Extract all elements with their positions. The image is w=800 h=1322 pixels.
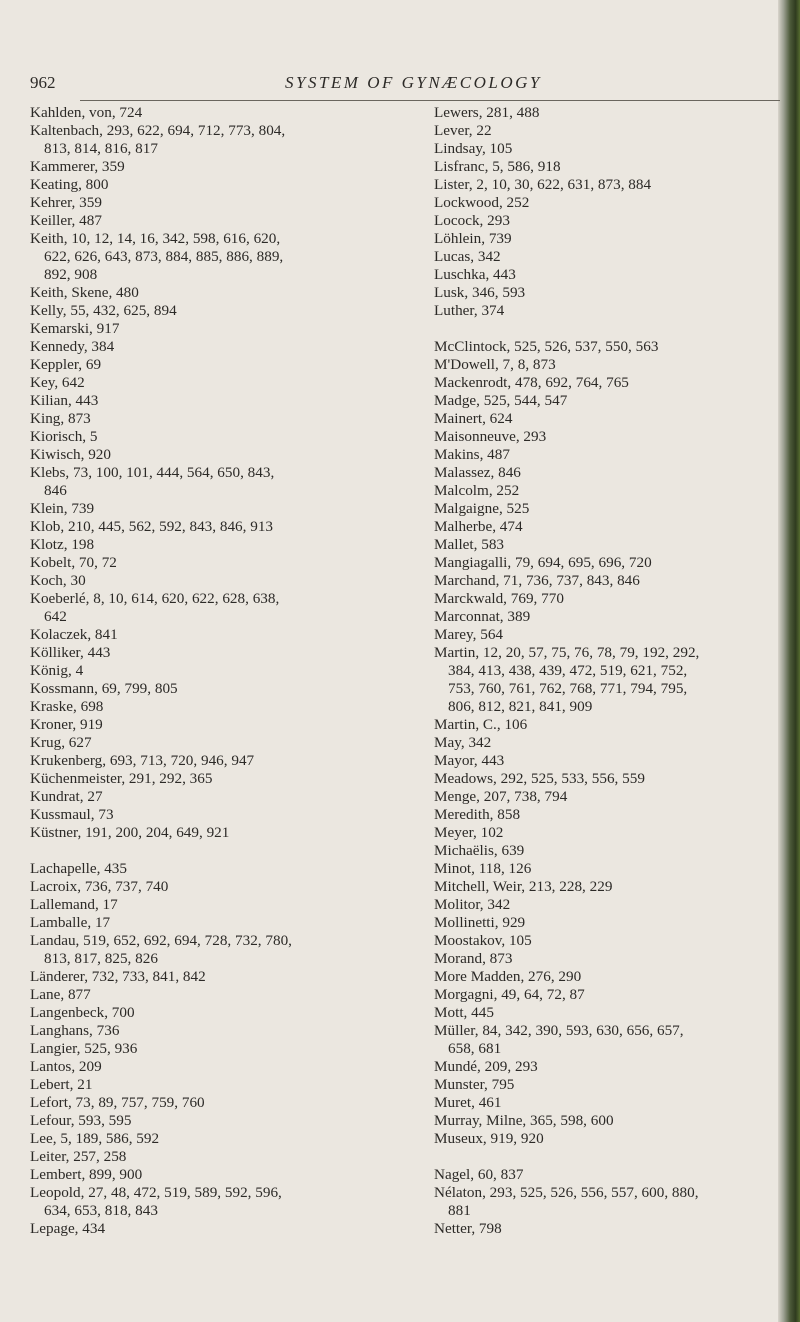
index-entry bbox=[30, 680, 420, 698]
index-entry bbox=[434, 734, 774, 752]
index-entry bbox=[30, 1004, 420, 1022]
index-entry bbox=[434, 590, 774, 608]
index-entry bbox=[434, 410, 774, 428]
index-entry-line: Marconnat, 389 bbox=[434, 608, 531, 625]
index-entry bbox=[434, 500, 774, 518]
index-entry-line: Mayor, 443 bbox=[434, 752, 505, 769]
index-entry-line: Kraske, 698 bbox=[30, 698, 104, 715]
index-entry-line: Landau, 519, 652, 692, 694, 728, 732, 780, bbox=[30, 932, 292, 949]
index-entry bbox=[434, 986, 774, 1004]
index-entry-line: Küchenmeister, 291, 292, 365 bbox=[30, 770, 213, 787]
index-entry bbox=[30, 338, 420, 356]
index-entry-line: Keith, Skene, 480 bbox=[30, 284, 139, 301]
index-entry-line: Mangiagalli, 79, 694, 695, 696, 720 bbox=[434, 554, 652, 571]
index-entry-line: 892, 908 bbox=[44, 266, 98, 283]
index-entry bbox=[434, 176, 774, 194]
index-entry-line: Koch, 30 bbox=[30, 572, 86, 589]
index-entry bbox=[30, 806, 420, 824]
index-entry bbox=[30, 1130, 420, 1148]
index-entry-line: Lucas, 342 bbox=[434, 248, 501, 265]
index-entry-line: 658, 681 bbox=[448, 1040, 502, 1057]
index-entry bbox=[434, 1004, 774, 1022]
index-entry-line: Keppler, 69 bbox=[30, 356, 102, 373]
index-entry bbox=[434, 1022, 774, 1058]
index-entry-line: Kossmann, 69, 799, 805 bbox=[30, 680, 178, 697]
index-entry bbox=[30, 986, 420, 1004]
index-entry-line: Lewers, 281, 488 bbox=[434, 104, 540, 121]
index-entry-line: Lantos, 209 bbox=[30, 1058, 102, 1075]
index-entry-line: Morand, 873 bbox=[434, 950, 513, 967]
index-entry-line: Langenbeck, 700 bbox=[30, 1004, 135, 1021]
index-entry bbox=[434, 356, 774, 374]
index-entry bbox=[30, 122, 420, 158]
index-entry bbox=[434, 1094, 774, 1112]
index-entry bbox=[30, 104, 420, 122]
index-entry bbox=[30, 1148, 420, 1166]
index-entry bbox=[434, 1058, 774, 1076]
index-entry bbox=[30, 1184, 420, 1220]
section-gap bbox=[30, 842, 420, 860]
index-entry-line: 813, 814, 816, 817 bbox=[44, 140, 158, 157]
index-entry-line: Kiorisch, 5 bbox=[30, 428, 98, 445]
index-entry bbox=[434, 248, 774, 266]
index-entry bbox=[434, 230, 774, 248]
index-entry bbox=[30, 536, 420, 554]
index-entry-line: Leopold, 27, 48, 472, 519, 589, 592, 596, bbox=[30, 1184, 282, 1201]
page-number: 962 bbox=[30, 73, 56, 92]
index-entry bbox=[434, 464, 774, 482]
index-entry-line: Luschka, 443 bbox=[434, 266, 516, 283]
index-entry bbox=[434, 212, 774, 230]
index-entry-line: Marchand, 71, 736, 737, 843, 846 bbox=[434, 572, 640, 589]
index-entry-line: Lacroix, 736, 737, 740 bbox=[30, 878, 169, 895]
index-entry bbox=[434, 896, 774, 914]
index-entry-line: Museux, 919, 920 bbox=[434, 1130, 544, 1147]
index-entry-line: Menge, 207, 738, 794 bbox=[434, 788, 568, 805]
index-entry bbox=[30, 1040, 420, 1058]
index-entry-line: 806, 812, 821, 841, 909 bbox=[448, 698, 593, 715]
index-entry-line: Nagel, 60, 837 bbox=[434, 1166, 524, 1183]
index-entry-line: Malassez, 846 bbox=[434, 464, 521, 481]
index-entry-line: Kammerer, 359 bbox=[30, 158, 125, 175]
index-entry-line: Müller, 84, 342, 390, 593, 630, 656, 657, bbox=[434, 1022, 684, 1039]
page-edge-binding bbox=[778, 0, 800, 1322]
index-entry bbox=[30, 644, 420, 662]
index-entry-line: 634, 653, 818, 843 bbox=[44, 1202, 158, 1219]
index-entry-line: Krug, 627 bbox=[30, 734, 92, 751]
index-entry-line: Kelly, 55, 432, 625, 894 bbox=[30, 302, 177, 319]
index-entry-line: Klein, 739 bbox=[30, 500, 95, 517]
index-entry bbox=[434, 194, 774, 212]
index-entry bbox=[434, 392, 774, 410]
index-entry bbox=[30, 698, 420, 716]
index-entry-line: Morgagni, 49, 64, 72, 87 bbox=[434, 986, 585, 1003]
index-entry-line: Langhans, 736 bbox=[30, 1022, 120, 1039]
index-entry-line: Lallemand, 17 bbox=[30, 896, 118, 913]
index-entry bbox=[30, 1022, 420, 1040]
index-entry-line: Mainert, 624 bbox=[434, 410, 513, 427]
index-entry-line: Lamballe, 17 bbox=[30, 914, 111, 931]
index-entry-line: Klebs, 73, 100, 101, 444, 564, 650, 843, bbox=[30, 464, 275, 481]
index-entry bbox=[30, 410, 420, 428]
index-entry-line: Langier, 525, 936 bbox=[30, 1040, 138, 1057]
index-entry-line: Kroner, 919 bbox=[30, 716, 103, 733]
index-entry bbox=[434, 788, 774, 806]
index-entry-line: Kobelt, 70, 72 bbox=[30, 554, 117, 571]
index-entry-line: M'Dowell, 7, 8, 873 bbox=[434, 356, 556, 373]
index-entry-line: May, 342 bbox=[434, 734, 492, 751]
index-entry bbox=[30, 860, 420, 878]
index-entry bbox=[30, 320, 420, 338]
index-entry-line: Keith, 10, 12, 14, 16, 342, 598, 616, 620, bbox=[30, 230, 281, 247]
index-entry bbox=[30, 1094, 420, 1112]
index-entry-line: Malcolm, 252 bbox=[434, 482, 520, 499]
index-entry-line: Mallet, 583 bbox=[434, 536, 505, 553]
index-entry-line: Küstner, 191, 200, 204, 649, 921 bbox=[30, 824, 230, 841]
index-entry-line: 846 bbox=[44, 482, 67, 499]
index-entry bbox=[30, 896, 420, 914]
index-entry bbox=[434, 1184, 774, 1220]
index-entry-line: Nélaton, 293, 525, 526, 556, 557, 600, 880, bbox=[434, 1184, 699, 1201]
index-entry bbox=[434, 932, 774, 950]
index-entry-line: Muret, 461 bbox=[434, 1094, 502, 1111]
index-entry-line: McClintock, 525, 526, 537, 550, 563 bbox=[434, 338, 659, 355]
index-entry bbox=[434, 158, 774, 176]
index-entry bbox=[30, 374, 420, 392]
index-entry-line: Lebert, 21 bbox=[30, 1076, 93, 1093]
index-entry bbox=[30, 1076, 420, 1094]
index-entry-line: Lane, 877 bbox=[30, 986, 91, 1003]
index-entry bbox=[434, 572, 774, 590]
index-entry-line: Minot, 118, 126 bbox=[434, 860, 532, 877]
index-entry-line: Murray, Milne, 365, 598, 600 bbox=[434, 1112, 614, 1129]
index-entry-line: Netter, 798 bbox=[434, 1220, 502, 1237]
index-entry bbox=[30, 500, 420, 518]
index-entry bbox=[30, 230, 420, 284]
index-entry bbox=[30, 284, 420, 302]
index-entry bbox=[30, 572, 420, 590]
index-entry bbox=[30, 878, 420, 896]
index-entry-line: Martin, 12, 20, 57, 75, 76, 78, 79, 192, 292, bbox=[434, 644, 700, 661]
index-entry-line: Kemarski, 917 bbox=[30, 320, 120, 337]
section-gap bbox=[434, 1148, 774, 1166]
index-entry bbox=[30, 518, 420, 536]
index-entry-line: Mitchell, Weir, 213, 228, 229 bbox=[434, 878, 613, 895]
index-entry bbox=[30, 788, 420, 806]
index-entry bbox=[434, 554, 774, 572]
index-entry-line: Leiter, 257, 258 bbox=[30, 1148, 127, 1165]
index-entry-line: Kehrer, 359 bbox=[30, 194, 102, 211]
index-entry bbox=[434, 1112, 774, 1130]
index-entry-line: Maisonneuve, 293 bbox=[434, 428, 547, 445]
index-entry bbox=[434, 428, 774, 446]
index-entry-line: Klotz, 198 bbox=[30, 536, 95, 553]
index-entry bbox=[30, 752, 420, 770]
index-entry-line: Keating, 800 bbox=[30, 176, 109, 193]
index-entry bbox=[30, 1112, 420, 1130]
index-entry bbox=[434, 302, 774, 320]
index-entry-line: Kölliker, 443 bbox=[30, 644, 111, 661]
index-entry-line: Kaltenbach, 293, 622, 694, 712, 773, 804, bbox=[30, 122, 286, 139]
index-entry bbox=[434, 842, 774, 860]
index-entry-line: Meredith, 858 bbox=[434, 806, 521, 823]
index-entry-line: Luther, 374 bbox=[434, 302, 505, 319]
index-entry-line: 881 bbox=[448, 1202, 471, 1219]
index-entry-line: Michaëlis, 639 bbox=[434, 842, 525, 859]
index-entry bbox=[30, 1166, 420, 1184]
index-entry-line: Krukenberg, 693, 713, 720, 946, 947 bbox=[30, 752, 255, 769]
index-entry bbox=[30, 1058, 420, 1076]
index-entry bbox=[434, 824, 774, 842]
index-entry bbox=[30, 194, 420, 212]
index-entry-line: Lever, 22 bbox=[434, 122, 492, 139]
index-entry bbox=[30, 716, 420, 734]
index-entry-line: Moostakov, 105 bbox=[434, 932, 532, 949]
index-entry bbox=[434, 752, 774, 770]
index-entry-line: Mackenrodt, 478, 692, 764, 765 bbox=[434, 374, 629, 391]
index-entry bbox=[434, 122, 774, 140]
index-entry-line: Löhlein, 739 bbox=[434, 230, 512, 247]
index-entry-line: Klob, 210, 445, 562, 592, 843, 846, 913 bbox=[30, 518, 273, 535]
index-entry bbox=[434, 968, 774, 986]
index-entry-line: 813, 817, 825, 826 bbox=[44, 950, 158, 967]
index-entry bbox=[434, 1220, 774, 1238]
index-entry-line: Molitor, 342 bbox=[434, 896, 511, 913]
index-entry-line: Kahlden, von, 724 bbox=[30, 104, 143, 121]
index-entry bbox=[434, 266, 774, 284]
index-entry bbox=[30, 662, 420, 680]
running-title: SYSTEM OF GYNÆCOLOGY bbox=[285, 73, 542, 92]
index-entry-line: Mundé, 209, 293 bbox=[434, 1058, 538, 1075]
index-entry bbox=[434, 950, 774, 968]
index-entry-line: König, 4 bbox=[30, 662, 84, 679]
index-entry bbox=[434, 860, 774, 878]
index-entry bbox=[30, 968, 420, 986]
index-entry bbox=[30, 770, 420, 788]
index-entry-line: Makins, 487 bbox=[434, 446, 510, 463]
index-entry-line: Lister, 2, 10, 30, 622, 631, 873, 884 bbox=[434, 176, 652, 193]
index-entry bbox=[30, 158, 420, 176]
index-entry bbox=[434, 1076, 774, 1094]
header-rule bbox=[80, 100, 780, 101]
index-entry-line: Lee, 5, 189, 586, 592 bbox=[30, 1130, 160, 1147]
index-entry bbox=[434, 284, 774, 302]
index-entry-line: Mollinetti, 929 bbox=[434, 914, 526, 931]
index-entry bbox=[30, 554, 420, 572]
index-entry-line: Lepage, 434 bbox=[30, 1220, 106, 1237]
index-entry-line: King, 873 bbox=[30, 410, 91, 427]
index-entry bbox=[434, 770, 774, 788]
index-entry-line: Lusk, 346, 593 bbox=[434, 284, 526, 301]
index-entry bbox=[30, 1220, 420, 1238]
index-entry-line: 642 bbox=[44, 608, 67, 625]
index-entry bbox=[434, 878, 774, 896]
index-entry bbox=[434, 644, 774, 716]
index-entry bbox=[30, 626, 420, 644]
index-entry-line: Locock, 293 bbox=[434, 212, 510, 229]
index-entry bbox=[30, 446, 420, 464]
index-entry-line: Madge, 525, 544, 547 bbox=[434, 392, 568, 409]
index-entry-line: Lachapelle, 435 bbox=[30, 860, 127, 877]
index-entry bbox=[30, 590, 420, 626]
index-entry-line: 753, 760, 761, 762, 768, 771, 794, 795, bbox=[448, 680, 688, 697]
index-entry bbox=[30, 932, 420, 968]
index-entry bbox=[434, 626, 774, 644]
index-entry bbox=[434, 446, 774, 464]
index-entry bbox=[30, 302, 420, 320]
index-entry bbox=[30, 824, 420, 842]
index-entry bbox=[30, 212, 420, 230]
index-entry-line: Meadows, 292, 525, 533, 556, 559 bbox=[434, 770, 645, 787]
index-entry bbox=[30, 914, 420, 932]
index-entry-line: More Madden, 276, 290 bbox=[434, 968, 582, 985]
index-entry bbox=[30, 464, 420, 500]
index-entry-line: Marckwald, 769, 770 bbox=[434, 590, 564, 607]
index-entry bbox=[434, 482, 774, 500]
index-entry-line: Kolaczek, 841 bbox=[30, 626, 118, 643]
index-entry-line: Martin, C., 106 bbox=[434, 716, 528, 733]
index-entry-line: Munster, 795 bbox=[434, 1076, 515, 1093]
index-entry bbox=[434, 716, 774, 734]
section-gap bbox=[434, 320, 774, 338]
index-entry-line: Lindsay, 105 bbox=[434, 140, 513, 157]
index-entry-line: Lockwood, 252 bbox=[434, 194, 530, 211]
index-entry-line: Lisfranc, 5, 586, 918 bbox=[434, 158, 561, 175]
index-entry bbox=[434, 608, 774, 626]
index-entry-line: Kundrat, 27 bbox=[30, 788, 103, 805]
index-entry-line: Koeberlé, 8, 10, 614, 620, 622, 628, 638, bbox=[30, 590, 280, 607]
index-entry bbox=[30, 356, 420, 374]
index-entry-line: Malgaigne, 525 bbox=[434, 500, 530, 517]
index-entry bbox=[434, 1166, 774, 1184]
index-entry bbox=[434, 1130, 774, 1148]
index-entry bbox=[434, 536, 774, 554]
index-entry-line: Kennedy, 384 bbox=[30, 338, 115, 355]
index-entry bbox=[434, 518, 774, 536]
index-entry-line: Mott, 445 bbox=[434, 1004, 494, 1021]
index-entry bbox=[434, 374, 774, 392]
index-entry bbox=[434, 806, 774, 824]
index-entry-line: 384, 413, 438, 439, 472, 519, 621, 752, bbox=[448, 662, 688, 679]
index-entry-line: Keiller, 487 bbox=[30, 212, 102, 229]
index-entry-line: Lefort, 73, 89, 757, 759, 760 bbox=[30, 1094, 205, 1111]
index-entry-line: Kilian, 443 bbox=[30, 392, 99, 409]
index-entry bbox=[30, 734, 420, 752]
index-entry-line: Marey, 564 bbox=[434, 626, 504, 643]
index-entry bbox=[434, 914, 774, 932]
index-entry-line: Lembert, 899, 900 bbox=[30, 1166, 143, 1183]
index-entry-line: Lefour, 593, 595 bbox=[30, 1112, 132, 1129]
index-column-left bbox=[30, 104, 420, 1238]
index-entry-line: 622, 626, 643, 873, 884, 885, 886, 889, bbox=[44, 248, 284, 265]
index-entry-line: Kussmaul, 73 bbox=[30, 806, 114, 823]
index-column-right bbox=[434, 104, 774, 1238]
index-entry bbox=[434, 104, 774, 122]
index-entry-line: Malherbe, 474 bbox=[434, 518, 523, 535]
index-entry-line: Key, 642 bbox=[30, 374, 85, 391]
index-entry-line: Kiwisch, 920 bbox=[30, 446, 111, 463]
index-entry bbox=[30, 428, 420, 446]
index-entry-line: Länderer, 732, 733, 841, 842 bbox=[30, 968, 206, 985]
index-entry bbox=[434, 338, 774, 356]
index-entry bbox=[434, 140, 774, 158]
index-entry bbox=[30, 176, 420, 194]
index-entry bbox=[30, 392, 420, 410]
index-entry-line: Meyer, 102 bbox=[434, 824, 504, 841]
